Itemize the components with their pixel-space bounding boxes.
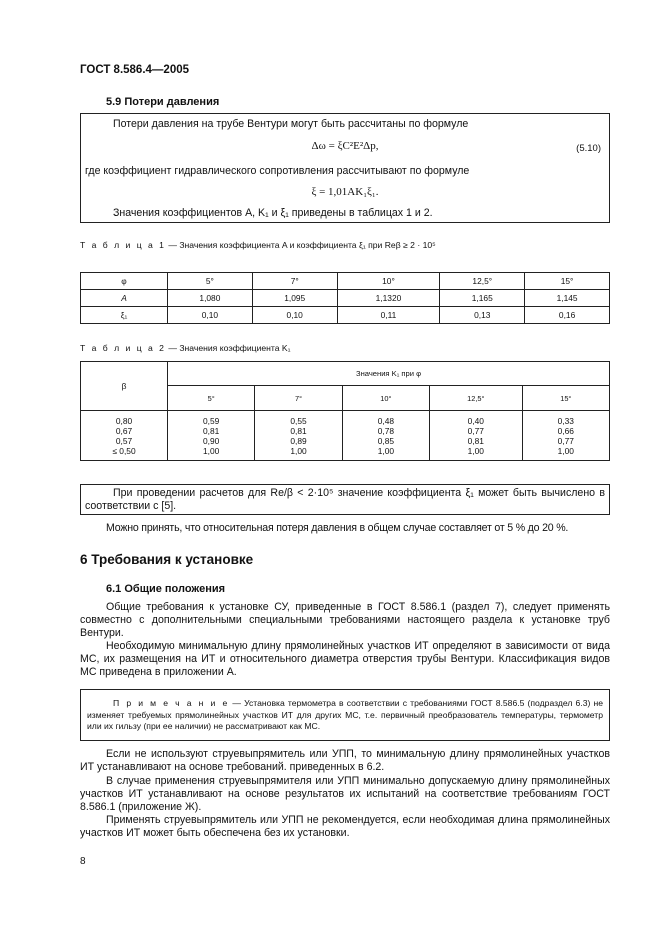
table-cell: 1,080: [168, 290, 253, 307]
table-cell: 1,095: [252, 290, 337, 307]
formula-5-10: Δω = ξC²E²Δp,: [311, 140, 379, 152]
table-cell: 0,55 0,81 0,89 1,00: [255, 411, 342, 461]
table-1: [80, 272, 610, 324]
formula-number: (5.10): [576, 143, 601, 154]
table-cell: 12,5°: [430, 386, 523, 411]
table-cell: 0,10: [168, 307, 253, 324]
table-cell: 0,13: [440, 307, 525, 324]
table-cell: φ: [81, 273, 168, 290]
table-cell: 7°: [255, 386, 342, 411]
table-2: [80, 361, 610, 461]
page-number: 8: [80, 856, 86, 867]
section-6-1-heading: 6.1 Общие положения: [106, 583, 226, 595]
table-cell: 0,48 0,78 0,85 1,00: [342, 411, 429, 461]
resistance-intro: где коэффициент гидравлического сопротивления рассчитывают по формуле: [85, 165, 470, 177]
table2-group-header: Значения K₁ при φ: [168, 362, 610, 386]
table-cell: ξ₁: [81, 307, 168, 324]
note-text: [87, 698, 603, 733]
table-cell: 15°: [522, 386, 609, 411]
table2-caption: [80, 343, 291, 353]
table-row: [81, 362, 610, 386]
section-6-heading: 6 Требования к установке: [80, 552, 254, 567]
pressure-loss-intro: Потери давления на трубе Вентури могут быть рассчитаны по формуле: [113, 118, 469, 130]
table-cell: 0,11: [337, 307, 440, 324]
table-cell: 0,40 0,77 0,81 1,00: [430, 411, 523, 461]
paragraph-not-recommended: Применять струевыпрямитель или УПП не рекомендуется, если необходимая длина прямолинейных участков ИТ может быть обеспечена без их установки.: [80, 814, 610, 839]
table-cell: 5°: [168, 273, 253, 290]
table-cell: 0,16: [525, 307, 610, 324]
table-cell: 5°: [168, 386, 255, 411]
table-cell: 15°: [525, 273, 610, 290]
pressure-loss-estimate: Можно принять, что относительная потеря давления в общем случае составляет от 5 % до 20 %.: [106, 522, 569, 534]
table1-caption-label: Т а б л и ц а 1: [80, 240, 166, 250]
table-cell: 0,59 0,81 0,90 1,00: [168, 411, 255, 461]
table-row: [81, 307, 610, 324]
calculation-note-text: При проведении расчетов для Re/β < 2·10⁵ значение коэффициента ξ₁ может быть вычислено в соответствии с [5].: [85, 487, 605, 512]
calculation-note-box: [80, 484, 610, 515]
paragraph-general-requirements: Общие требования к установке СУ, приведенные в ГОСТ 8.586.1 (раздел 7), следует применять совместно с дополнительными специальными требованиями настоящего раздела к установке труб Вентури.: [80, 601, 610, 639]
table-cell: 0,33 0,66 0,77 1,00: [522, 411, 609, 461]
table-cell: A: [81, 290, 168, 307]
table2-caption-label: Т а б л и ц а 2: [80, 343, 166, 353]
table-cell: 12,5°: [440, 273, 525, 290]
note-body: — Установка термометра в соответствии с требованиями ГОСТ 8.586.5 (подраздел 6.3) не изменяет требуемых прямолинейных участков ИТ для других МС, т.е. первичный преобразователь температуры, термометр или их гильзу (при ее наличии) не рассматривают как МС.: [87, 698, 604, 731]
paragraph-no-straightener: Если не используют струевыпрямитель или УПП, то минимальную длину прямолинейных участков ИТ устанавливают на основе требований. приведенных в 6.2.: [80, 748, 610, 773]
table-cell: 1,1320: [337, 290, 440, 307]
table2-beta-header: β: [81, 362, 168, 411]
table-row: [81, 273, 610, 290]
table-row: [81, 411, 610, 461]
paragraph-with-straightener: В случае применения струевыпрямителя или УПП минимально допускаемую длину прямолинейных участков ИТ устанавливают на основе результатов их испытаний на соответствие требованиям ГОСТ 8.586.1 (приложение Ж).: [80, 775, 610, 813]
table-cell: 1,145: [525, 290, 610, 307]
table-cell: 7°: [252, 273, 337, 290]
note-label: П р и м е ч а н и е: [113, 698, 230, 708]
document-header: ГОСТ 8.586.4—2005: [80, 64, 190, 76]
formula-box: [80, 113, 610, 223]
formula-xi: ξ = 1,01AK₁ξ₁.: [311, 186, 379, 198]
paragraph-min-length: Необходимую минимальную длину прямолинейных участков ИТ определяют в зависимости от вида МС, их размещения на ИТ и относительного диаметра отверстия трубы Вентури. Классификация видов МС приведена в приложении А.: [80, 640, 610, 678]
table1-caption-text: — Значения коэффициента A и коэффициента ξ₁ при Reβ ≥ 2 · 10⁵: [165, 240, 436, 250]
table-row: [81, 290, 610, 307]
coefficients-reference: Значения коэффициентов A, K₁ и ξ₁ приведены в таблицах 1 и 2.: [113, 207, 433, 219]
table-cell: 0,80 0,67 0,57 ≤ 0,50: [81, 411, 168, 461]
table-cell: 0,10: [252, 307, 337, 324]
section-5-9-heading: 5.9 Потери давления: [106, 96, 220, 108]
table-cell: 1,165: [440, 290, 525, 307]
table2-caption-text: — Значения коэффициента K₁: [165, 343, 291, 353]
table-cell: 10°: [342, 386, 429, 411]
note-box: [80, 689, 610, 741]
table1-caption: [80, 240, 436, 250]
table-cell: 10°: [337, 273, 440, 290]
